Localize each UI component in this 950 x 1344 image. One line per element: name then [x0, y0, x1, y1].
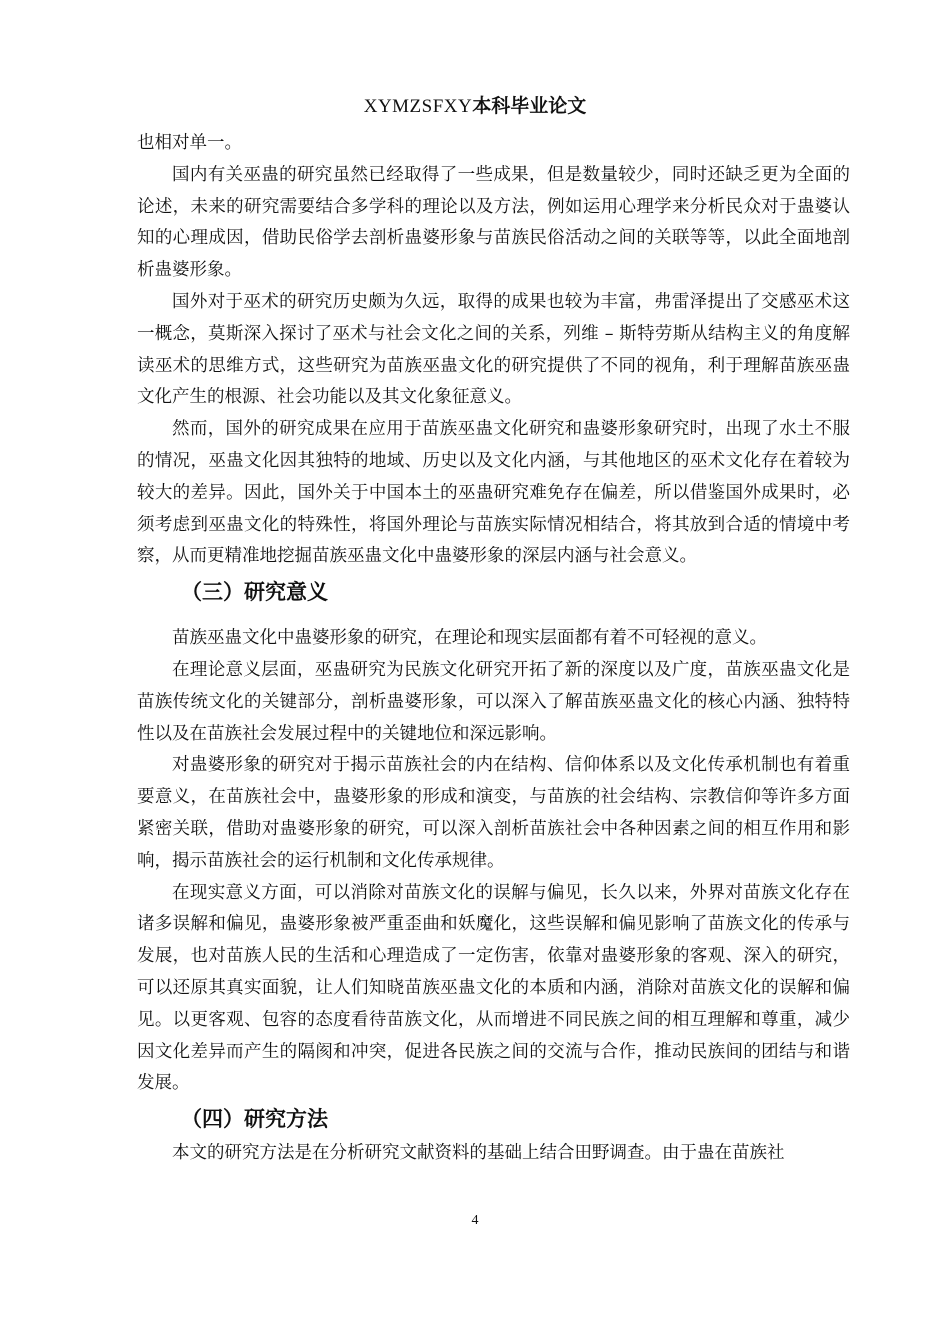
document-body — [137, 128, 850, 1170]
paragraph-methods: 本文的研究方法是在分析研究文献资料的基础上结合田野调查。由于蛊在苗族社 — [172, 1143, 785, 1164]
page-header — [0, 94, 950, 119]
paragraph-theoretical-significance: 在理论意义层面，巫蛊研究为民族文化研究开拓了新的深度以及广度，苗族巫蛊文化是苗族传统文化的关键部分，剖析蛊婆形象，可以深入了解苗族巫蛊文化的核心内涵、独特特性以及在苗族社会发展过程中的关键地位和深远影响。 — [137, 659, 850, 744]
paragraph-practical-significance: 在现实意义方面，可以消除对苗族文化的误解与偏见，长久以来，外界对苗族文化存在诸多误解和偏见，蛊婆形象被严重歪曲和妖魔化，这些误解和偏见影响了苗族文化的传承与发展，也对苗族人民的生活和心理造成了一定伤害，依靠对蛊婆形象的客观、深入的研究，可以还原其真实面貌，让人们知晓苗族巫蛊文化的本质和内涵，消除对苗族文化的误解和偏见。以更客观、包容的态度看待苗族文化，从而增进不同民族之间的相互理解和尊重，减少因文化差异而产生的隔阂和冲突，促进各民族之间的交流与合作，推动民族间的团结与和谐发展。 — [137, 882, 850, 1094]
paragraph-significance-intro: 苗族巫蛊文化中蛊婆形象的研究，在理论和现实层面都有着不可轻视的意义。 — [172, 628, 767, 649]
paragraph-foreign-research: 国外对于巫术的研究历史颇为久远，取得的成果也较为丰富，弗雷泽提出了交感巫术这一概念，莫斯深入探讨了巫术与社会文化之间的关系，列维 – 斯特劳斯从结构主义的角度解读巫术的思维方式，这些研究为苗族巫蛊文化的研究提供了不同的视角，利于理解苗族巫蛊文化产生的根源、社会功能以及其文化象征意义。 — [137, 291, 850, 408]
section-heading-methods: （四）研究方法 — [181, 1107, 328, 1132]
header-title: 本科毕业论文 — [472, 95, 587, 117]
paragraph-foreign-limitations: 然而，国外的研究成果在应用于苗族巫蛊文化研究和蛊婆形象研究时，出现了水土不服的情况，巫蛊文化因其独特的地域、历史以及文化内涵，与其他地区的巫术文化存在着较为较大的差异。因此，国外关于中国本土的巫蛊研究难免存在偏差，所以借鉴国外成果时，必须考虑到巫蛊文化的特殊性，将国外理论与苗族实际情况相结合，将其放到合适的情境中考察，从而更精准地挖掘苗族巫蛊文化中蛊婆形象的深层内涵与社会意义。 — [137, 419, 850, 567]
paragraph-social-structure: 对蛊婆形象的研究对于揭示苗族社会的内在结构、信仰体系以及文化传承机制也有着重要意义，在苗族社会中，蛊婆形象的形成和演变，与苗族的社会结构、宗教信仰等许多方面紧密关联，借助对蛊婆形象的研究，可以深入剖析苗族社会中各种因素之间的相互作用和影响，揭示苗族社会的运行机制和文化传承规律。 — [137, 755, 850, 871]
page-number: 4 — [471, 1213, 479, 1228]
paragraph-continuation: 也相对单一。 — [137, 133, 242, 153]
paragraph-domestic-research: 国内有关巫蛊的研究虽然已经取得了一些成果，但是数量较少，同时还缺乏更为全面的论述，未来的研究需要结合多学科的理论以及方法，例如运用心理学来分析民众对于蛊婆认知的心理成因，借助民俗学去剖析蛊婆形象与苗族民俗活动之间的关联等等，以此全面地剖析蛊婆形象。 — [137, 164, 850, 281]
header-code: XYMZSFXY — [363, 96, 473, 117]
section-heading-significance: （三）研究意义 — [181, 580, 328, 605]
